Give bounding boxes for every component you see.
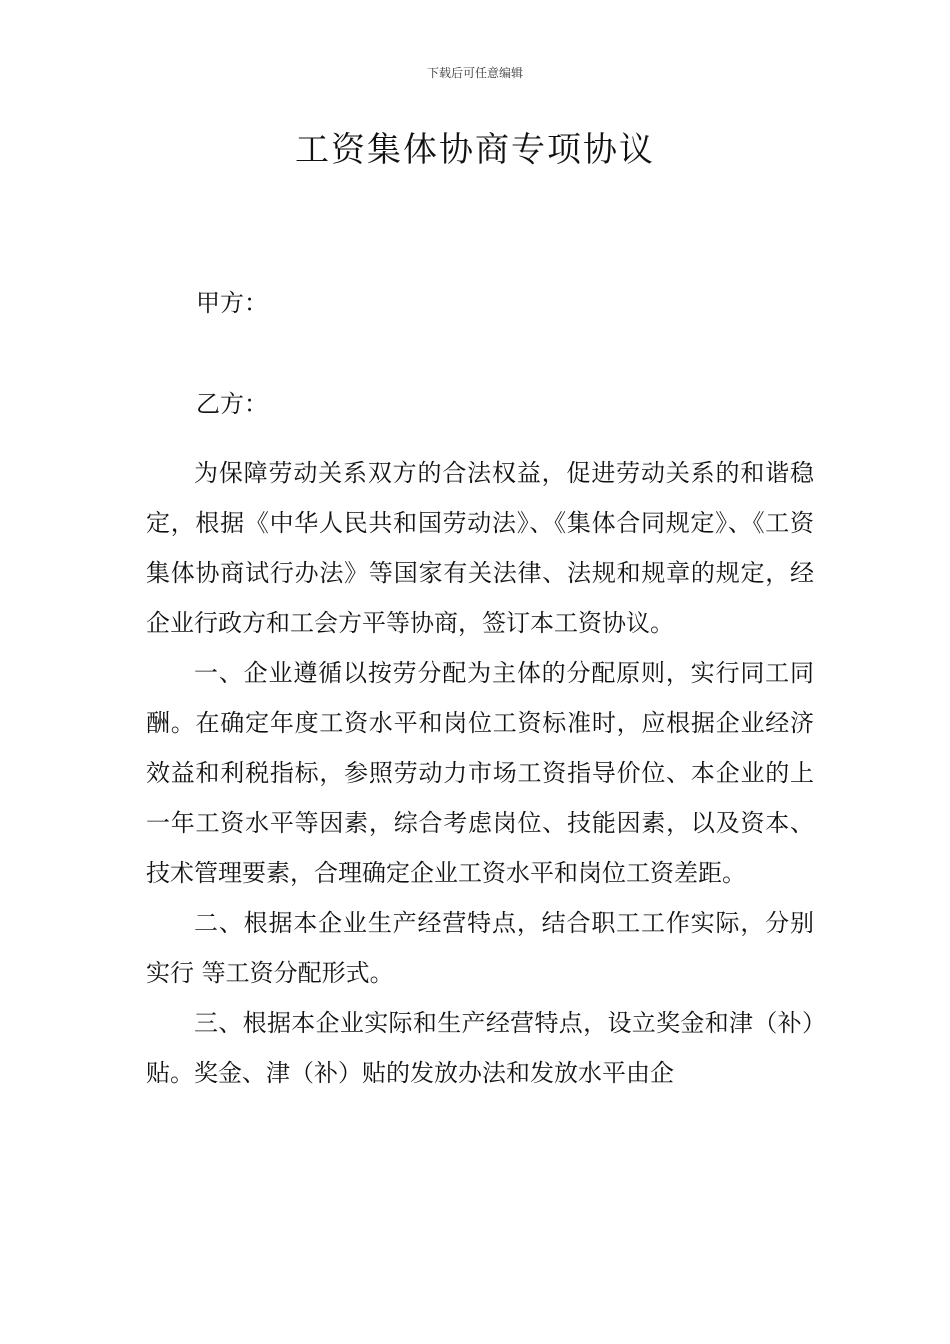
paragraph-clause-2: 二、根据本企业生产经营特点，结合职工工作实际，分别实行 等工资分配形式。: [146, 909, 814, 987]
document-title: 工资集体协商专项协议: [295, 130, 655, 170]
party-b-label: 乙方：: [196, 390, 268, 418]
paragraph-clause-3: 三、根据本企业实际和生产经营特点，设立奖金和津（补）贴。奖金、津（补）贴的发放办法和发放水平由企: [146, 1009, 814, 1087]
agreement-body: [146, 448, 814, 1098]
paragraph-preamble: 为保障劳动关系双方的合法权益，促进劳动关系的和谐稳定，根据《中华人民共和国劳动法》、《集体合同规定》、《工资集体协商试行办法》等国家有关法律、法规和规章的规定，经企业行政方和工会方平等协商，签订本工资协议。: [146, 459, 814, 637]
header-note: 下载后可任意编辑: [426, 66, 523, 80]
paragraph-clause-1: 一、企业遵循以按劳分配为主体的分配原则，实行同工同酬。在确定年度工资水平和岗位工资标准时，应根据企业经济效益和利税指标，参照劳动力市场工资指导价位、本企业的上一年工资水平等因素，综合考虑岗位、技能因素，以及资本、技术管理要素，合理确定企业工资水平和岗位工资差距。: [146, 659, 814, 887]
party-a-label: 甲方：: [196, 289, 268, 317]
